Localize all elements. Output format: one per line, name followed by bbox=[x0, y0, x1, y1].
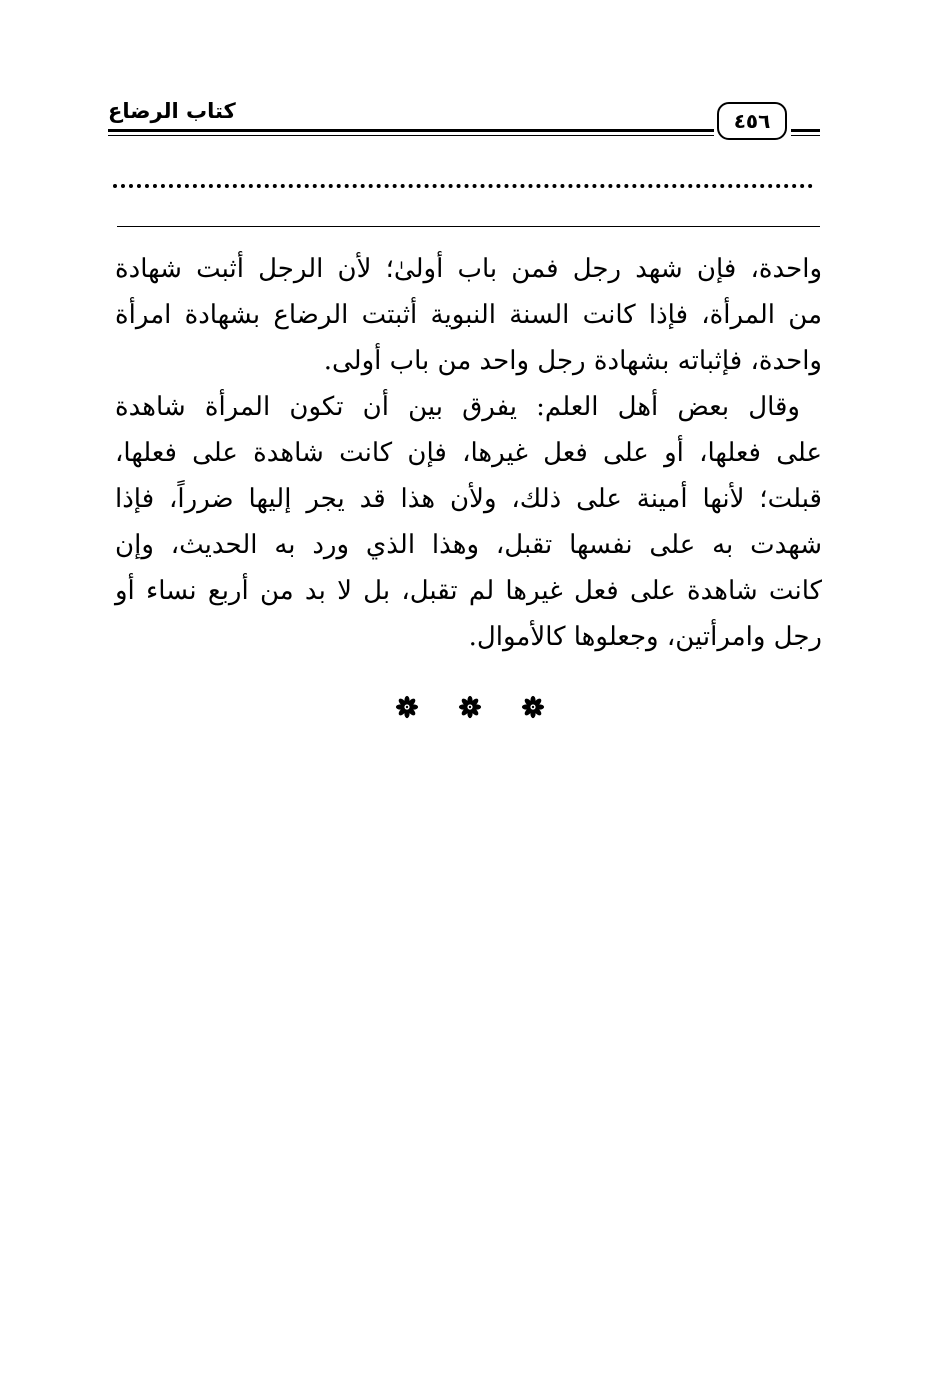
main-text bbox=[115, 246, 822, 660]
flower-ornament-icon bbox=[458, 695, 482, 719]
header-rule-right-thick bbox=[791, 129, 820, 132]
text-line: على فعلها، أو على فعل غيرها، فإن كانت شاهدة على فعلها، bbox=[115, 438, 822, 468]
footnote-rule bbox=[117, 226, 820, 227]
text-line: من المرأة، فإذا كانت السنة النبوية أثبتت الرضاع بشهادة امرأة bbox=[115, 300, 822, 330]
text-line: رجل وامرأتين، وجعلوها كالأموال. bbox=[468, 622, 822, 652]
header-rule-right-thin bbox=[791, 135, 820, 136]
text-line: قبلت؛ لأنها أمينة على ذلك، ولأن هذا قد يجر إليها ضرراً، فإذا bbox=[115, 484, 822, 514]
page-number-frame bbox=[717, 102, 787, 140]
text-line: كانت شاهدة على فعل غيرها لم تقبل، بل لا بد من أربع نساء أو bbox=[115, 576, 822, 606]
text-line: وقال بعض أهل العلم: يفرق بين أن تكون المرأة شاهدة bbox=[115, 392, 800, 422]
page-number: ٤٥٦ bbox=[733, 109, 771, 133]
book-title: كتاب الرضاع bbox=[108, 99, 236, 123]
page-header bbox=[108, 96, 820, 146]
header-rule-thin bbox=[108, 135, 714, 136]
text-line: واحدة، فإن شهد رجل فمن باب أولىٰ؛ لأن الرجل أثبت شهادة bbox=[115, 254, 822, 284]
text-line: شهدت به على نفسها تقبل، وهذا الذي ورد به الحديث، وإن bbox=[115, 530, 822, 560]
section-ornaments bbox=[395, 694, 545, 720]
flower-ornament-icon bbox=[395, 695, 419, 719]
text-line: واحدة، فإثباته بشهادة رجل واحد من باب أولى. bbox=[323, 346, 822, 376]
header-rule-thick bbox=[108, 129, 714, 132]
flower-ornament-icon bbox=[521, 695, 545, 719]
dotted-separator bbox=[113, 178, 813, 188]
